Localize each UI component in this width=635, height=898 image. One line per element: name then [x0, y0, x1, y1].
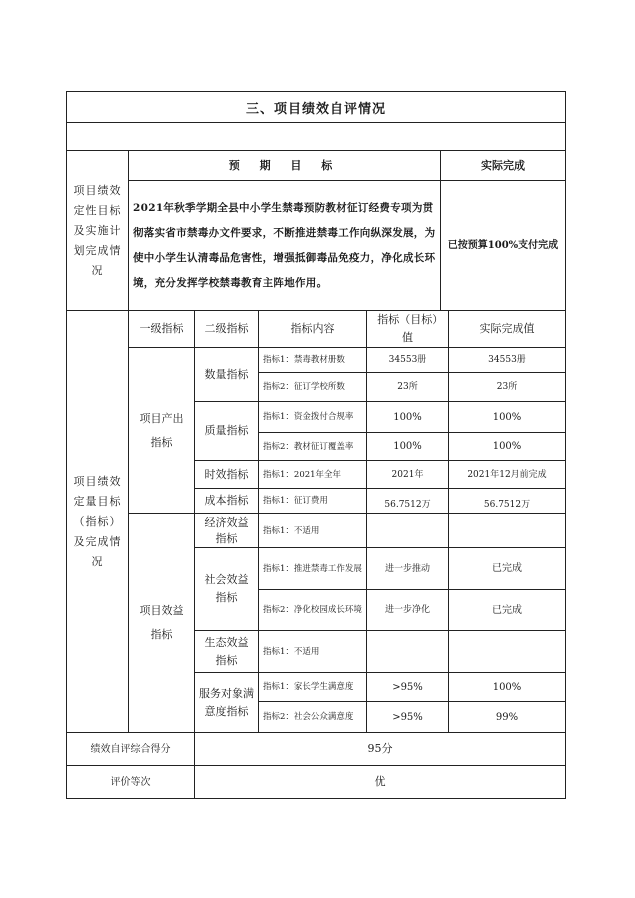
expected-goal-header: 预 期 目 标: [228, 158, 341, 172]
row-content: 指标2：征订学校所数: [263, 382, 345, 392]
row-target: 2021年: [391, 469, 424, 480]
quantitative-label: 项目绩效定量目标（指标）及完成情况: [73, 474, 122, 568]
rule: [66, 122, 566, 123]
row-content: 指标1：不适用: [263, 525, 320, 536]
row-actual: 56.7512万: [483, 499, 531, 510]
row-content: 指标1：推进禁毒工作发展: [263, 563, 362, 574]
header-target: 指标（目标）值: [377, 313, 438, 344]
subgroup-cost: 成本指标: [204, 494, 249, 507]
row-content: 指标1：征订费用: [263, 496, 328, 506]
row-target: 56.7512万: [384, 499, 431, 510]
row-actual: [449, 514, 565, 547]
row-target: 34553册: [388, 355, 427, 365]
subgroup-quantity: 数量指标: [204, 367, 249, 381]
row-content: 指标1：禁毒教材册数: [263, 355, 345, 365]
header-content: 指标内容: [290, 322, 335, 335]
row-actual: 2021年12月前完成: [467, 469, 547, 480]
row-actual: 已完成: [492, 563, 522, 574]
subgroup-social: 社会效益指标: [204, 573, 249, 604]
row-target: 进一步净化: [384, 605, 430, 615]
grade-value: 优: [374, 775, 386, 788]
row-content: 指标1：资金拨付合规率: [263, 412, 354, 422]
subgroup-ecological: 生态效益指标: [204, 635, 249, 667]
row-target: 23所: [397, 382, 418, 392]
row-actual: [449, 631, 565, 672]
row-target: >95%: [392, 681, 423, 693]
header-actual: 实际完成值: [479, 322, 535, 335]
row-content: 指标1：不适用: [263, 646, 320, 657]
row-target: 100%: [393, 441, 422, 452]
row-actual: 23所: [496, 382, 518, 392]
subgroup-satisfaction: 服务对象满意度指标: [199, 686, 254, 718]
section-title: 三、项目绩效自评情况: [245, 101, 386, 117]
score-label: 绩效自评综合得分: [90, 743, 171, 755]
row-actual: 100%: [492, 681, 522, 693]
row-actual: 34553册: [488, 355, 526, 365]
row-actual: 100%: [492, 411, 522, 423]
row-actual: 99%: [495, 711, 519, 723]
row-target: 进一步推动: [384, 563, 430, 574]
expected-goal-text: 2021年秋季学期全县中小学生禁毒预防教材征订经费专项为贯彻落实省市禁毒办文件要求，不断推进禁毒工作向纵深发展，为使中小学生认清毒品危害性，增强抵御毒品免疫力，净化成长环境，充分发挥学校禁毒教育主阵地作用。: [133, 201, 436, 289]
rule: [565, 91, 566, 799]
score-value: 95分: [367, 742, 393, 755]
grade-label: 评价等次: [110, 776, 151, 788]
row-content: 指标2：社会公众满意度: [263, 712, 354, 722]
row-target: >95%: [392, 711, 423, 723]
actual-completion-header: 实际完成: [481, 158, 525, 172]
row-target: [367, 514, 448, 547]
row-content: 指标1：家长学生满意度: [263, 682, 354, 692]
subgroup-quality: 质量指标: [204, 424, 249, 437]
row-target: 100%: [393, 411, 422, 423]
header-level2: 二级指标: [204, 322, 249, 335]
rule: [66, 798, 566, 799]
header-level1: 一级指标: [139, 322, 184, 335]
row-actual: 已完成: [492, 604, 522, 616]
actual-completion-text: 已按预算100%支付完成: [447, 240, 559, 251]
group-output: 项目产出指标: [139, 411, 184, 449]
subgroup-economic: 经济效益指标: [204, 515, 249, 545]
row-content: 指标1：2021年全年: [263, 469, 342, 480]
row-content: 指标2：净化校园成长环境: [263, 605, 362, 615]
rule: [258, 310, 259, 732]
qualitative-label: 项目绩效定性目标及实施计划完成情况: [73, 183, 122, 277]
row-target: [367, 631, 448, 672]
subgroup-timeliness: 时效指标: [204, 467, 249, 481]
row-actual: 100%: [492, 441, 522, 452]
row-content: 指标2：教材征订覆盖率: [263, 441, 354, 452]
group-benefit: 项目效益指标: [139, 604, 184, 641]
